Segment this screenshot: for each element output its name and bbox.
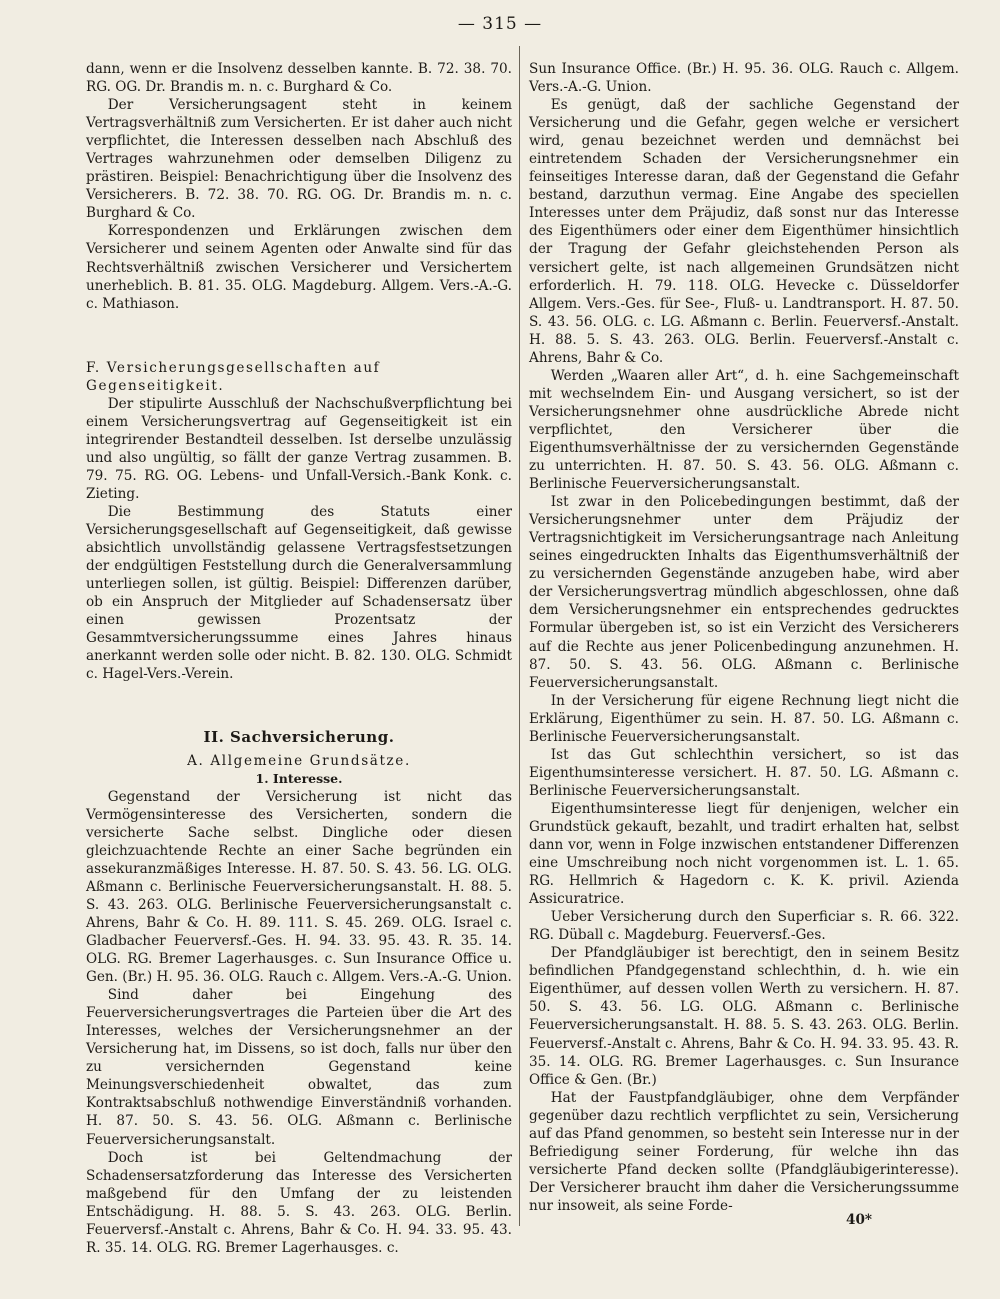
section-heading-f: F. Versicherungsgesellschaften auf Gegenseitigkeit.	[86, 359, 381, 394]
paragraph: Der Versicherungsagent steht in keinem Vertragsverhältniß zum Versicherten. Er ist daher auch nicht verpflichtet, die Interessen desselben nach Abschluß des Vertrages wahrzunehmen oder demselben Diligenz zu prästiren. Beispiel: Benachrichtigung über die Insolvenz des Versicherers. B. 72. 38. 70. RG. OG. Dr. Brandis m. n. c. Burghard & Co.	[86, 97, 512, 222]
part-heading-ii: II. Sachversicherung.	[203, 727, 395, 746]
paragraph: Eigenthumsinteresse liegt für denjenigen, welcher ein Grundstück gekauft, bezahlt, und tradirt erhalten hat, selbst dann vor, wenn in Folge inzwischen entstandener Differenzen eine Umschreibung noch nicht vorgenommen ist. L. 1. 65. RG. Hellmrich & Hagedorn c. K. K. privil. Azienda Assicuratrice.	[529, 800, 959, 908]
paragraph: Gegenstand der Versicherung ist nicht das Vermögensinteresse des Versicherten, sondern die versicherte Sache selbst. Dingliche oder diesen gleichzuachtende Rechte an einer Sache begründen ein assekuranzmäßiges Interesse. H. 87. 50. S. 43. 56. LG. OLG. Aßmann c. Berlinische Feuerversicherungsanstalt. H. 88. 5. S. 43. 263. OLG. Berlinische Feuerversicherungsanstalt c. Ahrens, Bahr & Co. H. 89. 111. S. 45. 269. OLG. Israel c. Gladbacher Feuerversf.-Ges. H. 94. 33. 95. 43. R. 35. 14. OLG. RG. Bremer Lagerhausges. c. Sun Insurance Office u. Gen. (Br.) H. 95. 36. OLG. Rauch c. Allgem. Vers.-A.-G. Union.	[86, 788, 512, 986]
paragraph: Korrespondenzen und Erklärungen zwischen dem Versicherer und seinem Agenten oder Anwalte sind für das Rechtsverhältniß zwischen Versicherer und Versichertem unerheblich. B. 81. 35. OLG. Magdeburg. Allgem. Vers.-A.-G. c. Mathiason.	[86, 223, 512, 312]
paragraph: Werden „Waaren aller Art“, d. h. eine Sachgemeinschaft mit wechselndem Ein- und Ausgang versichert, so ist der Versicherungsnehmer ohne ausdrückliche Abrede nicht verpflichtet, den Versicherer über die Eigenthumsverhältnisse der zu versichernden Gegenstände zu unterrichten. H. 87. 50. S. 43. 56. OLG. Aßmann c. Berlinische Feuerversicherungsanstalt.	[529, 367, 959, 493]
paragraph: Der Pfandgläubiger ist berechtigt, den in seinem Besitz befindlichen Pfandgegenstand schlechthin, d. h. wie ein Eigenthümer, auf dessen vollen Werth zu versichern. H. 87. 50. S. 43. 56. LG. OLG. Aßmann c. Berlinische Feuerversicherungsanstalt. H. 88. 5. S. 43. 263. OLG. Berlin. Feuerversf.-Anstalt c. Ahrens, Bahr & Co. H. 94. 33. 95. 43. R. 35. 14. OLG. RG. Bremer Lagerhausges. c. Sun Insurance Office & Gen. (Br.)	[529, 945, 959, 1088]
paragraph: dann, wenn er die Insolvenz desselben kannte. B. 72. 38. 70. RG. OG. Dr. Brandis m. n. c. Burghard & Co.	[86, 61, 512, 96]
paragraph: Ueber Versicherung durch den Superficiar s. R. 66. 322. RG. Düball c. Magdeburg. Feuerversf.-Ges.	[529, 909, 959, 944]
paragraph: Ist das Gut schlechthin versichert, so ist das Eigenthumsinteresse versichert. H. 87. 50. LG. Aßmann c. Berlinische Feuerversicherungsanstalt.	[529, 746, 959, 799]
right-column	[529, 60, 959, 1215]
paragraph: Der stipulirte Ausschluß der Nachschußverpflichtung bei einem Versicherungsvertrag auf Gegenseitigkeit ist ein integrirender Bestandteil desselben. Ist derselbe unzulässig und also ungültig, so fällt der ganze Vertrag zusammen. B. 79. 75. RG. OG. Lebens- und Unfall-Versich.-Bank Konk. c. Zieting.	[86, 395, 512, 502]
paragraph: Sind daher bei Eingehung des Feuerversicherungsvertrages die Parteien über die Art des Interesses, welches der Versicherungsnehmer an der Versicherung hat, im Dissens, so ist doch, falls nur über den zu versichernden Gegenstand keine Meinungsverschiedenheit obwaltet, das zum Kontraktsabschluß nothwendige Einverständniß vorhanden. H. 87. 50. S. 43. 56. OLG. Aßmann c. Berlinische Feuerversicherungsanstalt.	[86, 987, 512, 1148]
paragraph: Es genügt, daß der sachliche Gegenstand der Versicherung und die Gefahr, gegen welche er versichert wird, genau bezeichnet werden und demnächst bei eintretendem Schaden der Versicherungsnehmer ein feinseitiges Interesse daran, daß der Gegenstand die Gefahr bestand, darzuthun vermag. Eine Angabe des speciellen Interesses unter dem Präjudiz, daß sonst nur das Interesse des Eigenthümers oder einer dem Eigenthümer hinsichtlich der Tragung der Gefahr gleichstehenden Person als versichert gelte, ist nach allgemeinen Grundsätzen nicht erforderlich. H. 79. 118. OLG. Hevecke c. Düsseldorfer Allgem. Vers.-Ges. für See-, Fluß- u. Landtransport. H. 87. 50. S. 43. 56. OLG. c. LG. Aßmann c. Berlin. Feuerversf.-Anstalt. H. 88. 5. S. 43. 263. OLG. Berlin. Feuerversf.-Anstalt c. Ahrens, Bahr & Co.	[529, 97, 959, 366]
paragraph: Ist zwar in den Policebedingungen bestimmt, daß der Versicherungsnehmer unter dem Präjudiz der Vertragsnichtigkeit im Versicherungsantrage nach Anleitung seines eingedruckten Inhalts das Eigenthumsverhältniß der zu versichernden Gegenstände anzugeben habe, wird aber der Versicherungsvertrag mündlich abgeschlossen, ohne daß dem Versicherungsnehmer ein entsprechendes gedrucktes Formular übergeben ist, so ist ein Verzicht des Versicherers auf die Rechte aus jener Policenbedingung anzunehmen. H. 87. 50. S. 43. 56. OLG. Aßmann c. Berlinische Feuerversicherungsanstalt.	[529, 494, 959, 691]
subheading-1: 1. Interesse.	[255, 770, 343, 786]
column-divider	[519, 46, 520, 1226]
paragraph: Hat der Faustpfandgläubiger, ohne dem Verpfänder gegenüber dazu rechtlich verpflichtet zu sein, Versicherung auf das Pfand genommen, so besteht sein Interesse nur in der Befriedigung seiner Forderung, für welche ihn das versicherte Pfand decken sollte (Pfandgläubigerinteresse). Der Versicherer braucht ihm daher die Versicherungssumme nur insoweit, als seine Forde-	[529, 1089, 959, 1214]
paragraph: Sun Insurance Office. (Br.) H. 95. 36. OLG. Rauch c. Allgem. Vers.-A.-G. Union.	[529, 61, 959, 96]
paragraph: In der Versicherung für eigene Rechnung liegt nicht die Erklärung, Eigenthümer zu sein. H. 87. 50. LG. Aßmann c. Berlinische Feuerversicherungsanstalt.	[529, 692, 959, 745]
page-number: — 315 —	[457, 14, 543, 34]
paragraph: Doch ist bei Geltendmachung der Schadensersatzforderung das Interesse des Versicherten maßgebend für den Umfang der zu leistenden Entschädigung. H. 88. 5. S. 43. 263. OLG. Berlin. Feuerversf.-Anstalt c. Ahrens, Bahr & Co. H. 94. 33. 95. 43. R. 35. 14. OLG. RG. Bremer Lagerhausges. c.	[86, 1149, 512, 1256]
paragraph: Die Bestimmung des Statuts einer Versicherungsgesellschaft auf Gegenseitigkeit, daß gewisse absichtlich unvollständig gelassene Vertragsfestsetzungen der endgültigen Feststellung durch die Generalversammlung unterliegen sollen, ist gültig. Beispiel: Differenzen darüber, ob ein Anspruch der Mitglieder auf Schadensersatz über einen gewissen Prozentsatz der Gesammtversicherungssumme eines Jahres hinaus anerkannt werden solle oder nicht. B. 82. 130. OLG. Schmidt c. Hagel-Vers.-Verein.	[86, 504, 512, 683]
subheading-a: A. Allgemeine Grundsätze.	[187, 752, 411, 769]
printer-signature: 40*	[846, 1212, 873, 1228]
left-column	[86, 60, 512, 1257]
